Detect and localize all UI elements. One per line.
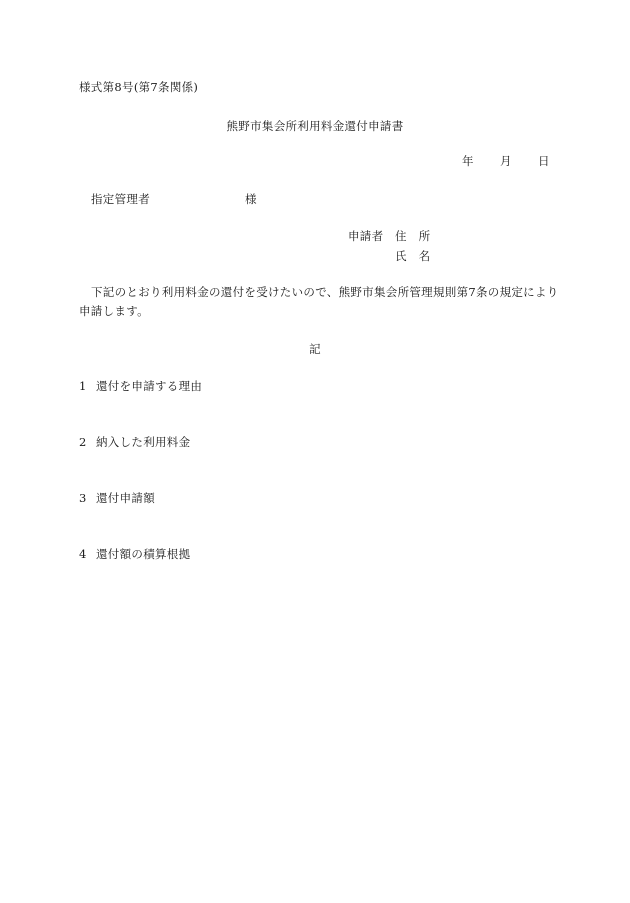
addressee-honorific: 様 [245, 192, 257, 206]
list-item [79, 493, 155, 505]
date-month-label: 月 [500, 154, 512, 168]
list-item [79, 381, 202, 393]
list-item-number: 3 [79, 491, 87, 505]
list-item-label: 還付申請額 [96, 491, 155, 505]
form-number-label: 様式第8号(第7条関係) [79, 80, 199, 94]
applicant-label: 申請者 [348, 229, 384, 243]
list-item [79, 437, 190, 449]
list-item [79, 549, 190, 561]
body-text-line-1: 下記のとおり利用料金の還付を受けたいので、熊野市集会所管理規則第7条の規定により [91, 285, 559, 299]
list-item-number: 2 [79, 435, 87, 449]
addressee-line [91, 194, 257, 206]
list-item-label: 納入した利用料金 [96, 435, 191, 449]
date-year-label: 年 [462, 154, 474, 168]
list-item-number: 1 [79, 379, 87, 393]
list-item-label: 還付額の積算根拠 [96, 547, 191, 561]
applicant-name-label: 氏 名 [395, 249, 431, 263]
addressee-label: 指定管理者 [91, 192, 150, 206]
list-item-label: 還付を申請する理由 [96, 379, 203, 393]
ki-heading: 記 [309, 342, 321, 356]
date-day-label: 日 [538, 154, 550, 168]
document-title: 熊野市集会所利用料金還付申請書 [226, 119, 404, 133]
date-row [462, 156, 550, 168]
body-text-line-2: 申請します。 [79, 304, 149, 318]
applicant-address-label: 住 所 [395, 229, 431, 243]
list-item-number: 4 [79, 547, 87, 561]
